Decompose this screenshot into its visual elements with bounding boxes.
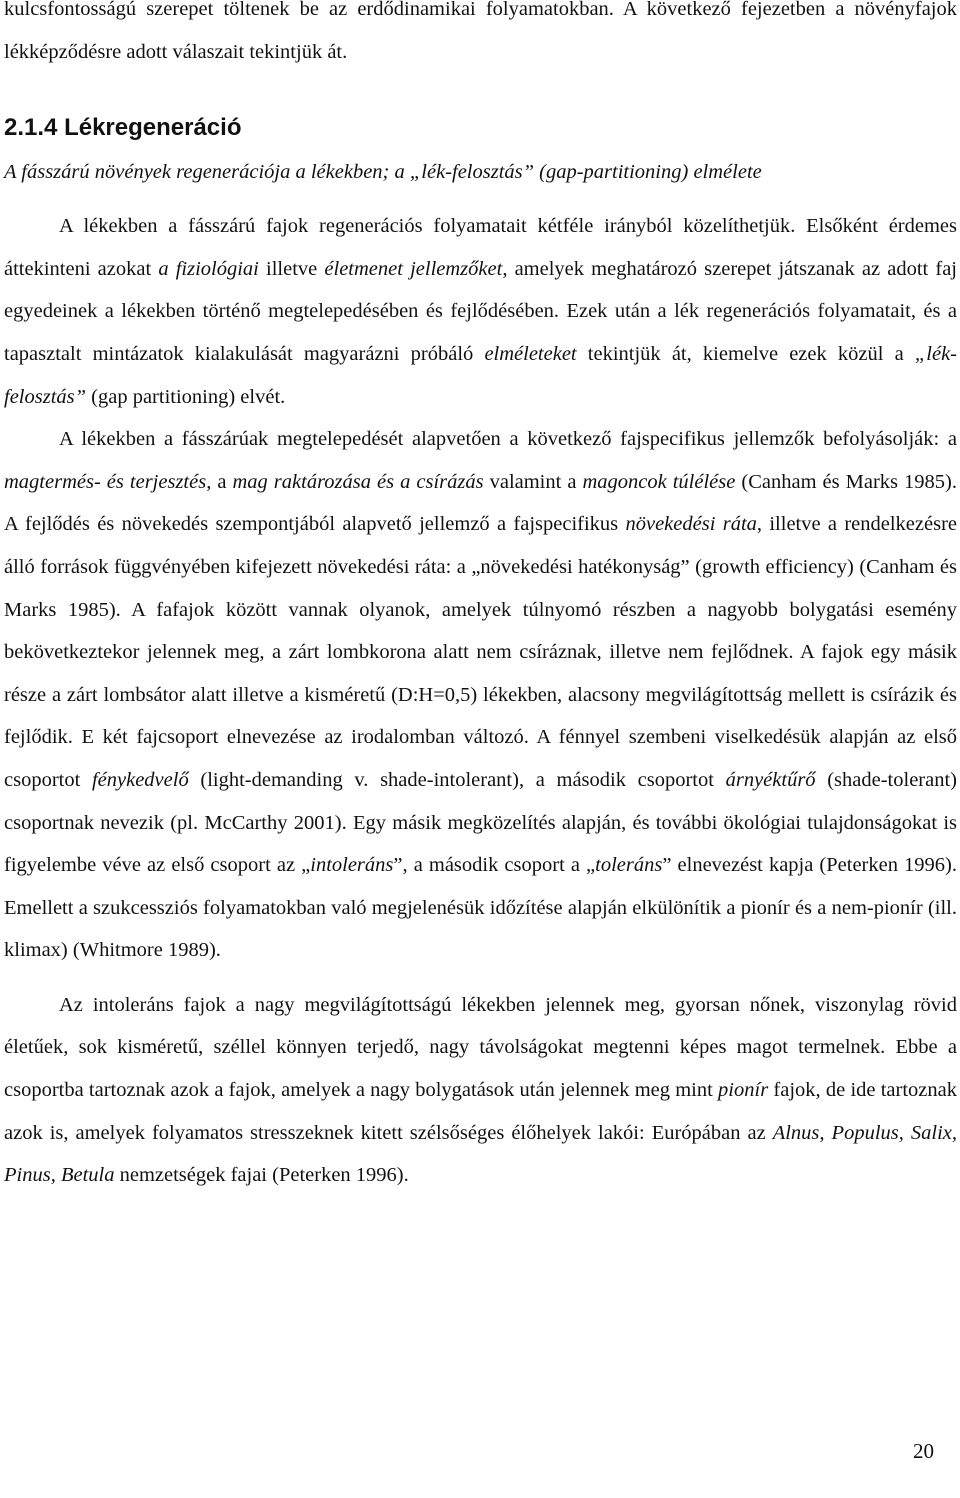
text-run: (gap partitioning) elvét. xyxy=(86,385,286,408)
paragraph-1 xyxy=(4,205,957,418)
text-run: A lékekben a fásszárú fajok regenerációs folyamatait kétféle irányból közelíthetjük. Elsőként érdemes áttekinteni azokat xyxy=(4,215,957,280)
text-run: nemzetségek fajai (Peterken 1996). xyxy=(114,1164,409,1187)
text-run: ”, a második csoport a „ xyxy=(393,854,596,877)
section-subtitle: A fásszárú növények regenerációja a lékekben; a „lék-felosztás” (gap-partitioning) elmélete xyxy=(4,161,762,184)
text-run: (light-demanding v. shade-intolerant), a második csoportot xyxy=(188,768,726,791)
intro-paragraph: kulcsfontosságú szerepet töltenek be az erdődinamikai folyamatokban. A következő fejezetben a növényfajok lékképződésre adott válaszait tekintjük át. xyxy=(4,0,957,63)
italic-term: mag raktározása és a csírázás xyxy=(232,470,484,493)
text-run: ” elnevezést kapja (Peterken 1996). Emellett a szukcessziós folyamatokban való megjelenésük időzítése alapján elkülönítik a pionír és a nem-pionír (ill. klimax) (Whitmore 1989). xyxy=(4,854,958,962)
section-number: 2.1.4 xyxy=(4,114,58,142)
text-run: , illetve a rendelkezésre álló források függvényében kifejezett növekedési ráta: a „növekedési hatékonyság” (growth efficiency) (Canham és Marks 1985). A fafajok között vannak olyanok, amelyek túlnyomó részben a nagyobb bolygatási esemény bekövetkeztekor jelennek meg, a zárt lombkorona alatt nem csíráznak, illetve nem fejlődnek. A fajok egy másik része a zárt lombsátor alatt illetve a kisméretű (D:H=0,5) lékekben, alacsony megvilágítottság mellett is csírázik és fejlődik. E két fajcsoport elnevezése az irodalomban változó. A fénnyel szembeni viselkedésük alapján az első csoportot xyxy=(4,513,957,791)
italic-term: pionír xyxy=(718,1079,769,1102)
section-title: Lékregeneráció xyxy=(64,114,242,142)
paragraph-2 xyxy=(4,418,957,972)
italic-term: árnyéktűrő xyxy=(725,768,816,791)
italic-term: Alnus, Populus, Salix, Pinus, Betula xyxy=(4,1121,957,1187)
text-run: fajok, de ide tartoznak azok is, amelyek folyamatos stresszeknek kitett szélsőséges élőhelyek lakói: Európában az xyxy=(4,1079,957,1144)
italic-term: magoncok túlélése xyxy=(582,470,736,493)
text-run: illetve xyxy=(258,257,325,280)
italic-term: elméleteket xyxy=(484,342,577,365)
section-heading xyxy=(4,113,957,143)
italic-term: magtermés- és terjesztés xyxy=(4,470,207,493)
text-run: , amelyek meghatározó szerepet játszanak az adott faj egyedeinek a lékekben történő megtelepedésében és fejlődésében. Ezek után a lék regenerációs folyamatait, és a tapasztalt mintázatok kialakulását magyarázni próbáló xyxy=(4,257,957,365)
italic-term: „lék-felosztás” xyxy=(4,342,958,408)
text-run: A lékekben a fásszárúak megtelepedését alapvetően a következő fajspecifikus jellemzők befolyásolják: a xyxy=(59,428,957,451)
document-page xyxy=(4,0,957,1197)
page-number: 20 xyxy=(913,1439,934,1463)
italic-term: toleráns xyxy=(595,854,663,877)
text-run: Az intoleráns fajok a nagy megvilágítottságú lékekben jelennek meg, gyorsan nőnek, viszonylag rövid életűek, sok kisméretű, széllel könnyen terjedő, nagy távolságokat megtenni képes magot termelnek. Ebbe a csoportba tartoznak azok a fajok, amelyek a nagy bolygatások után jelennek meg mint xyxy=(4,993,957,1102)
paragraph-3 xyxy=(4,984,957,1197)
italic-term: intoleráns xyxy=(310,854,394,877)
text-run: (Canham és Marks 1985). A fejlődés és növekedés szempontjából alapvető jellemző a fajspecifikus xyxy=(4,470,957,536)
italic-term: a fiziológiai xyxy=(158,257,259,280)
italic-term: fénykedvelő xyxy=(91,768,189,791)
italic-term: növekedési ráta xyxy=(625,513,757,536)
text-run: (shade-tolerant) csoportnak nevezik (pl. McCarthy 2001). Egy másik megközelítés alapján, és további ökológiai tulajdonságokat is figyelembe véve az első csoport az „ xyxy=(4,768,957,877)
text-run: , a xyxy=(206,470,233,493)
text-run: valamint a xyxy=(483,470,583,493)
text-run: tekintjük át, kiemelve ezek közül a xyxy=(576,342,915,365)
italic-term: életmenet jellemzőket xyxy=(324,257,503,280)
